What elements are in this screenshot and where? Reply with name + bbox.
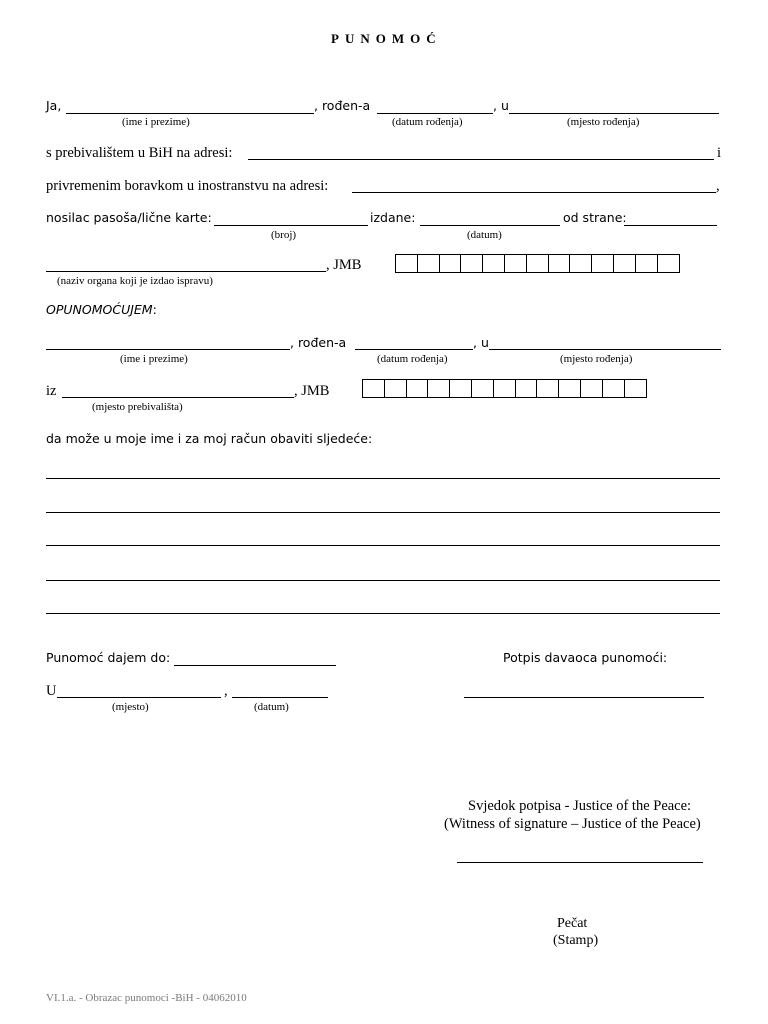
jmb-digit-box[interactable] <box>537 380 559 397</box>
field-signature[interactable] <box>464 697 704 698</box>
task-line-3[interactable] <box>46 545 720 546</box>
jmb-digit-box[interactable] <box>385 380 407 397</box>
label-valid-until: Punomoć dajem do: <box>46 650 171 665</box>
caption-organ: (naziv organa koji je izdao ispravu) <box>57 275 213 287</box>
label-attorney-rodjen: , rođen-a <box>290 335 347 350</box>
label-u: , u <box>493 98 509 113</box>
label-place-comma: , <box>224 683 228 699</box>
field-temp-address[interactable] <box>352 192 716 193</box>
footer-code: VI.1.a. - Obrazac punomoci -BiH - 04062010 <box>46 992 247 1004</box>
label-ja: Ja, <box>46 98 62 113</box>
jmb-digit-box[interactable] <box>505 255 527 272</box>
caption-date: (datum) <box>254 701 289 713</box>
jmb-digit-box[interactable] <box>614 255 636 272</box>
stamp-line-2: (Stamp) <box>553 933 599 948</box>
jmb-grantor-boxes[interactable] <box>395 254 680 273</box>
jmb-attorney-boxes[interactable] <box>362 379 647 398</box>
jmb-digit-box[interactable] <box>527 255 549 272</box>
label-temp-comma: , <box>716 178 720 194</box>
field-valid-until[interactable] <box>174 665 336 666</box>
label-residence: s prebivalištem u BiH na adresi: <box>46 145 233 161</box>
field-place[interactable] <box>57 697 221 698</box>
label-place-u: U <box>46 683 57 699</box>
field-passport-issuer-short[interactable] <box>624 225 717 226</box>
caption-place: (mjesto) <box>112 701 149 713</box>
field-grantor-dob[interactable] <box>377 113 493 114</box>
caption-dob: (datum rođenja) <box>392 116 463 128</box>
authorize-word: OPUNOMOĆUJEM <box>46 302 153 317</box>
task-line-2[interactable] <box>46 512 720 513</box>
field-passport-date[interactable] <box>420 225 560 226</box>
jmb-digit-box[interactable] <box>636 255 658 272</box>
caption-datum: (datum) <box>467 229 502 241</box>
field-attorney-dob[interactable] <box>355 349 473 350</box>
field-passport-number[interactable] <box>214 225 368 226</box>
label-iz: iz <box>46 383 57 399</box>
caption-pob: (mjesto rođenja) <box>567 116 640 128</box>
field-attorney-residence[interactable] <box>62 397 294 398</box>
jmb-digit-box[interactable] <box>559 380 581 397</box>
task-line-4[interactable] <box>46 580 720 581</box>
field-residence-address[interactable] <box>248 159 714 160</box>
document-title: PUNOMOĆ <box>331 31 442 46</box>
field-attorney-name[interactable] <box>46 349 290 350</box>
field-witness-signature[interactable] <box>457 862 703 863</box>
label-signature: Potpis davaoca punomoći: <box>503 650 668 665</box>
jmb-digit-box[interactable] <box>658 255 680 272</box>
jmb-digit-box[interactable] <box>450 380 472 397</box>
label-izdane: izdane: <box>370 210 416 225</box>
caption-attorney-pob: (mjesto rođenja) <box>560 353 633 365</box>
jmb-digit-box[interactable] <box>407 380 429 397</box>
label-residence-i: i <box>717 145 722 161</box>
jmb-digit-box[interactable] <box>570 255 592 272</box>
witness-line-1: Svjedok potpisa - Justice of the Peace: <box>468 798 692 814</box>
jmb-digit-box[interactable] <box>418 255 440 272</box>
witness-line-2: (Witness of signature – Justice of the Peace) <box>444 816 701 832</box>
task-line-1[interactable] <box>46 478 720 479</box>
jmb-digit-box[interactable] <box>549 255 571 272</box>
jmb-digit-box[interactable] <box>461 255 483 272</box>
task-intro: da može u moje ime i za moj račun obaviti sljedeće: <box>46 431 373 446</box>
caption-attorney-residence: (mjesto prebivališta) <box>92 401 183 413</box>
caption-attorney-name: (ime i prezime) <box>120 353 188 365</box>
jmb-digit-box[interactable] <box>516 380 538 397</box>
jmb-digit-box[interactable] <box>581 380 603 397</box>
stamp-line-1: Pečat <box>557 916 588 931</box>
field-grantor-name[interactable] <box>66 113 314 114</box>
label-rodjen: , rođen-a <box>314 98 371 113</box>
label-passport: nosilac pasoša/lične karte: <box>46 210 212 225</box>
label-od-strane: od strane: <box>563 210 627 225</box>
jmb-digit-box[interactable] <box>603 380 625 397</box>
field-attorney-pob[interactable] <box>489 349 721 350</box>
caption-attorney-dob: (datum rođenja) <box>377 353 448 365</box>
section-authorize <box>46 304 157 317</box>
jmb-digit-box[interactable] <box>483 255 505 272</box>
authorize-colon: : <box>152 302 157 317</box>
jmb-digit-box[interactable] <box>494 380 516 397</box>
jmb-digit-box[interactable] <box>625 380 647 397</box>
caption-name: (ime i prezime) <box>122 116 190 128</box>
label-jmb-1: , JMB <box>326 257 362 273</box>
jmb-digit-box[interactable] <box>440 255 462 272</box>
field-grantor-pob[interactable] <box>509 113 719 114</box>
label-jmb-2: , JMB <box>294 383 330 399</box>
label-temp-residence: privremenim boravkom u inostranstvu na adresi: <box>46 178 329 194</box>
field-issuing-body[interactable] <box>46 271 326 272</box>
jmb-digit-box[interactable] <box>592 255 614 272</box>
jmb-digit-box[interactable] <box>396 255 418 272</box>
label-attorney-u: , u <box>473 335 489 350</box>
jmb-digit-box[interactable] <box>472 380 494 397</box>
task-line-5[interactable] <box>46 613 720 614</box>
jmb-digit-box[interactable] <box>363 380 385 397</box>
jmb-digit-box[interactable] <box>428 380 450 397</box>
field-date[interactable] <box>232 697 328 698</box>
caption-broj: (broj) <box>271 229 297 241</box>
